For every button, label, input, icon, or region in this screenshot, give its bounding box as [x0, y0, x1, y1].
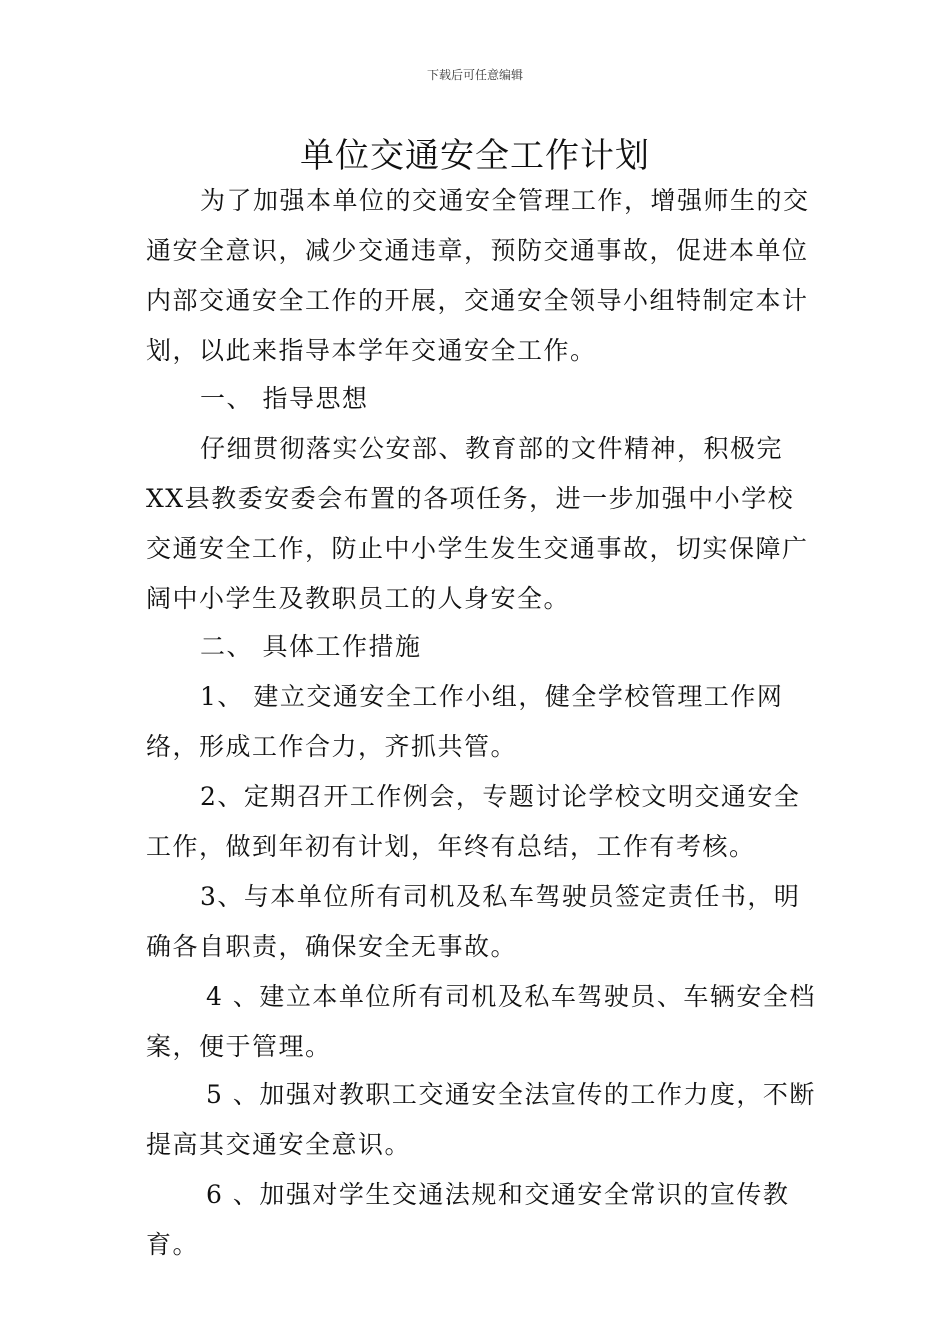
section1-body: 仔细贯彻落实公安部、教育部的文件精神，积极完XX县教委安委会布置的各项任务，进一步加强中小学校交通安全工作，防止中小学生发生交通事故，切实保障广阔中小学生及教职员工的人身安全。: [146, 434, 809, 613]
header-note: 下载后可任意编辑: [426, 68, 523, 82]
section1-heading: 一、 指导思想: [200, 384, 369, 413]
measure-item-5: 5 、加强对教职工交通安全法宣传的工作力度，不断提高其交通安全意识。: [146, 1080, 816, 1159]
measure-item-6: 6 、加强对学生交通法规和交通安全常识的宣传教育。: [146, 1180, 790, 1259]
measure-item-3: 3、与本单位所有司机及私车驾驶员签定责任书，明确各自职责，确保安全无事故。: [146, 882, 801, 961]
measure-item-4: 4 、建立本单位所有司机及私车驾驶员、车辆安全档案，便于管理。: [146, 982, 816, 1061]
measure-item-2: 2、定期召开工作例会，专题讨论学校文明交通安全工作，做到年初有计划，年终有总结，工作有考核。: [146, 782, 801, 861]
document-title: 单位交通安全工作计划: [300, 136, 650, 176]
measure-item-1: 1、 建立交通安全工作小组，健全学校管理工作网络，形成工作合力，齐抓共管。: [146, 682, 784, 761]
section2-heading: 二、 具体工作措施: [200, 632, 422, 661]
intro-paragraph: 为了加强本单位的交通安全管理工作，增强师生的交通安全意识，减少交通违章，预防交通事故，促进本单位内部交通安全工作的开展，交通安全领导小组特制定本计划，以此来指导本学年交通安全工作。: [146, 186, 810, 365]
